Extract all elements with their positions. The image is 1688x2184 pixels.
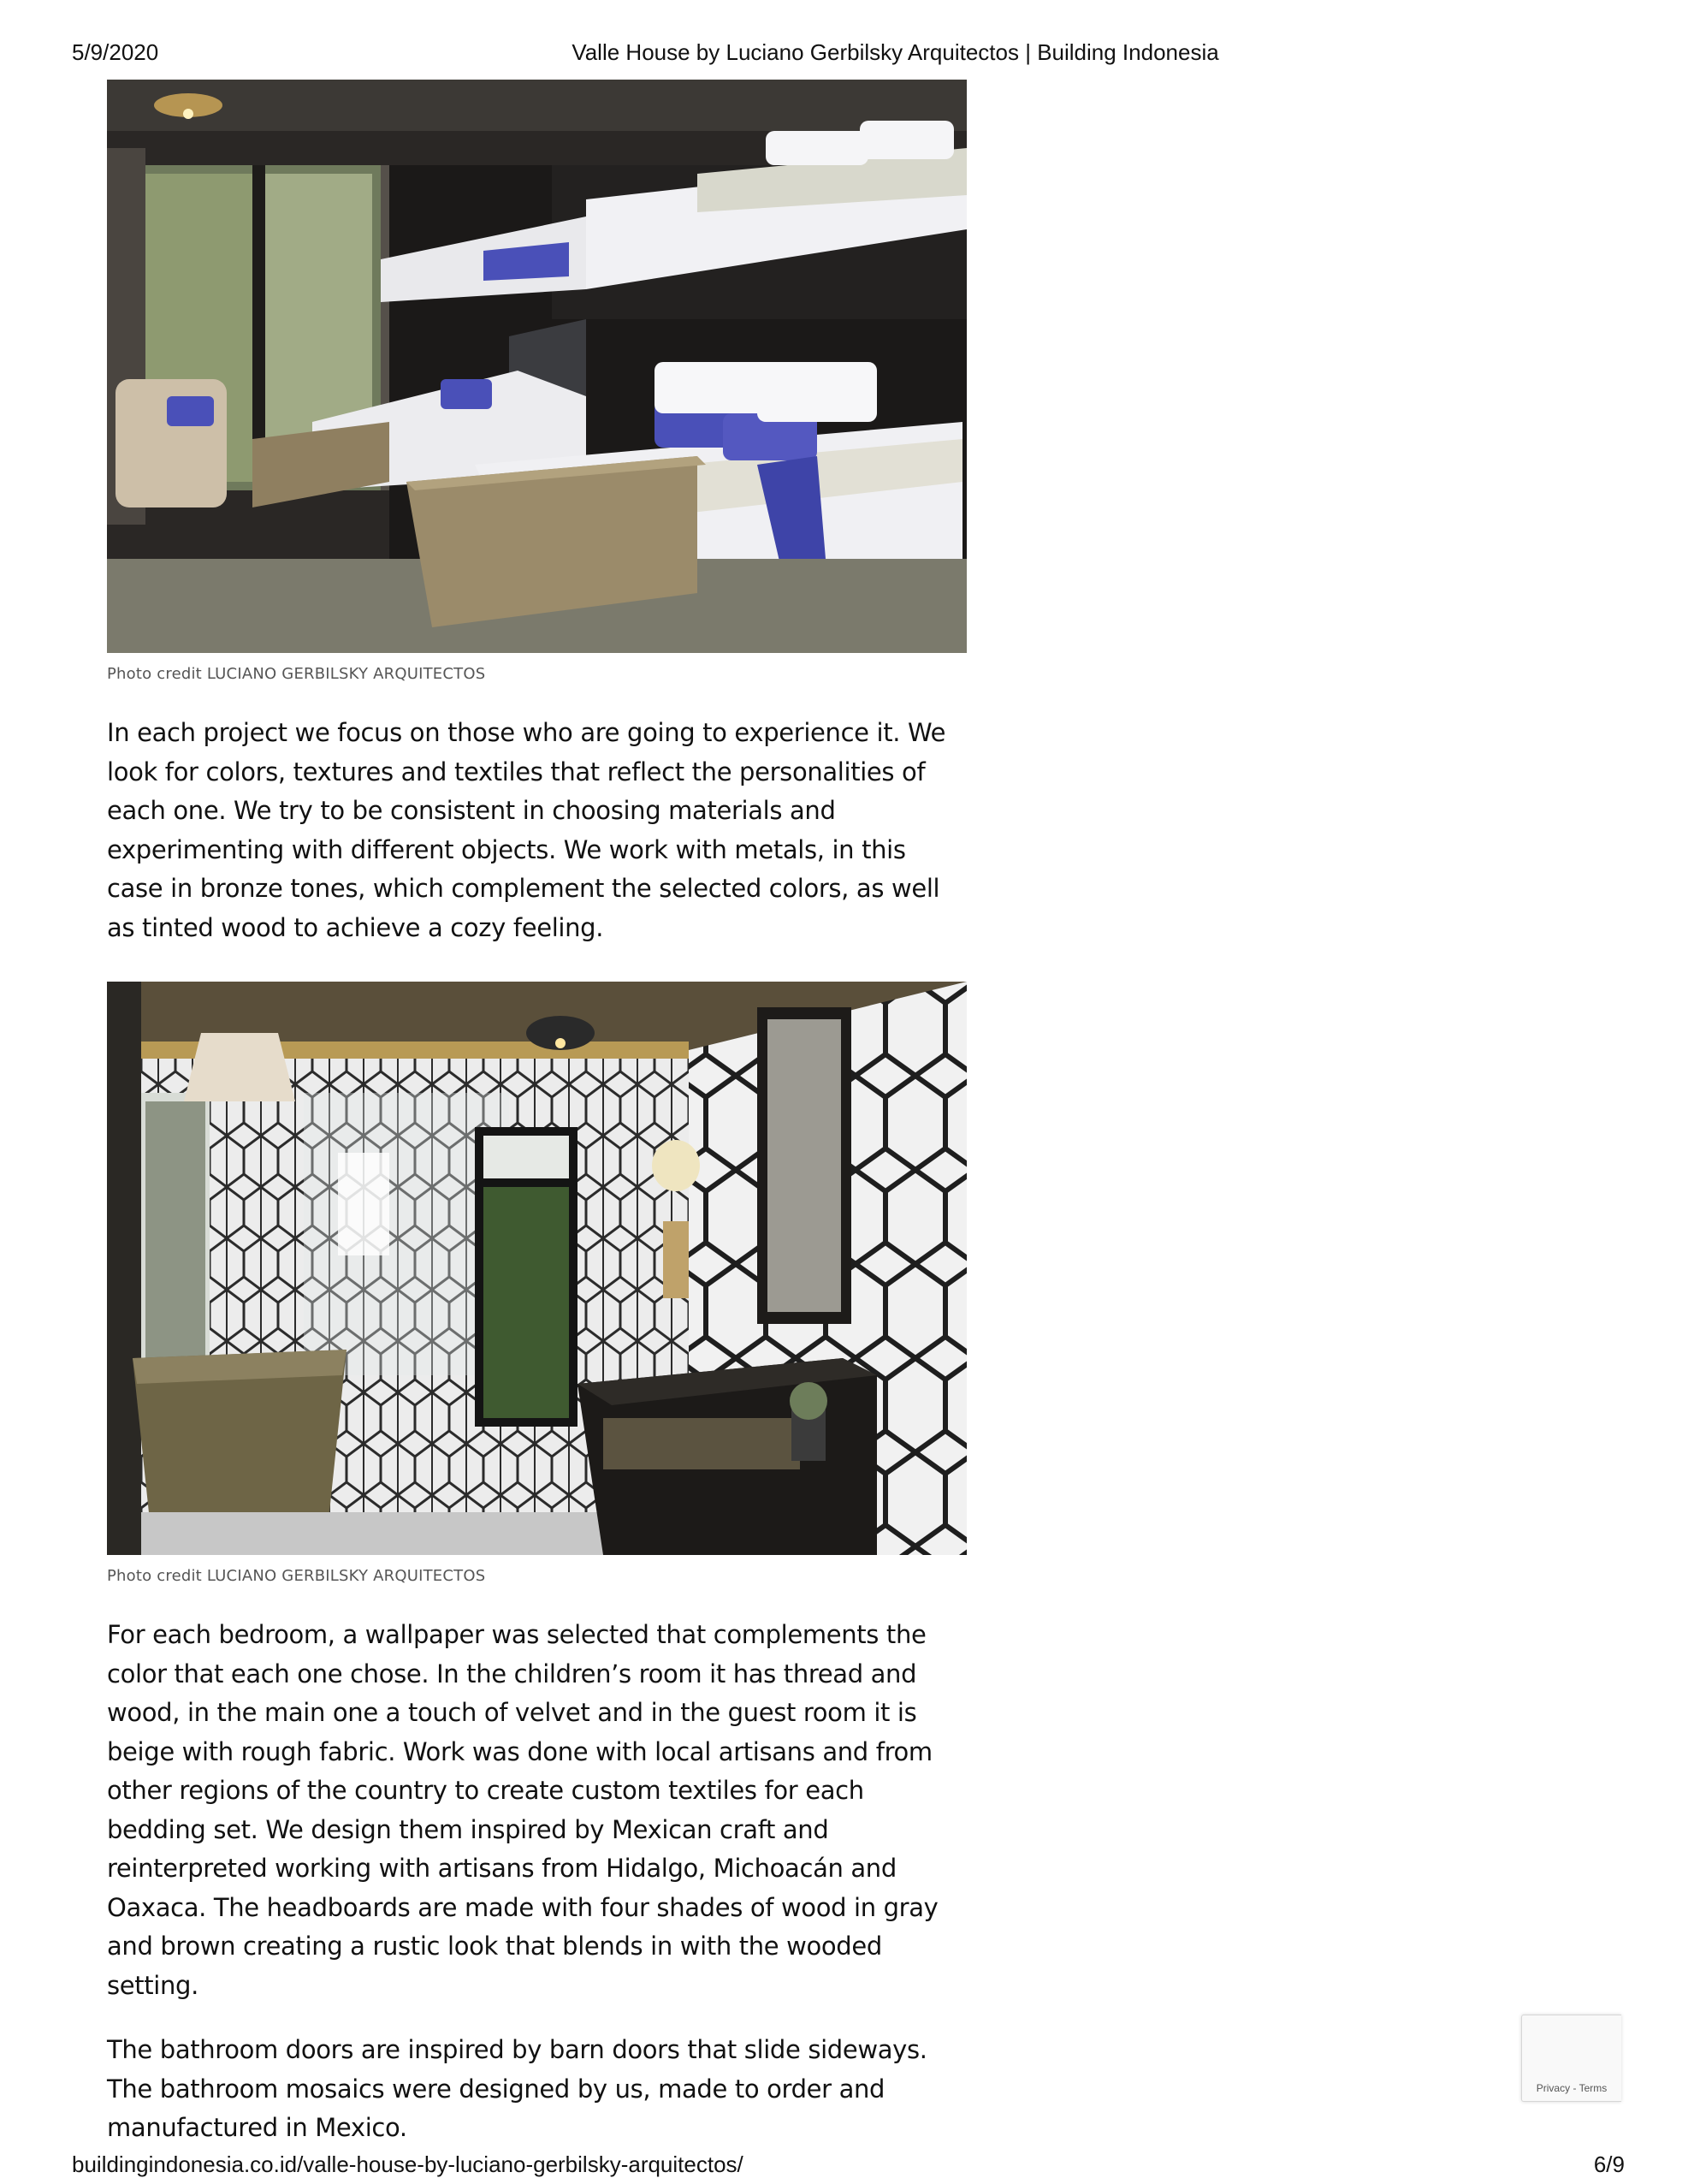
article-paragraph: In each project we focus on those who are going to experience it. We look for colors, textures and textiles that reflect the personalities of each one. We try to be consistent in choosing materials and experimenting with different objects. We work with metals, in this case in bronze tones, which complement the selected colors, as well as tinted wood to achieve a cozy feeling. [107, 718, 946, 942]
print-footer [0, 2151, 1688, 2181]
recaptcha-privacy-link[interactable]: Privacy [1536, 2082, 1571, 2094]
print-page-number: 6/9 [1593, 2151, 1625, 2177]
article-paragraph: The bathroom doors are inspired by barn doors that slide sideways. The bathroom mosaics were designed by us, made to order and manufactured in Mexico. [107, 2035, 927, 2142]
article-paragraph: For each bedroom, a wallpaper was selected that complements the color that each one chose. In the children’s room it has thread and wood, in the main one a touch of velvet and in the guest room it is beige with rough fabric. Work was done with local artisans and from other regions of the country to create custom textiles for each bedding set. We design them inspired by Mexican craft and reinterpreted working with artisans from Hidalgo, Michoacán and Oaxaca. The headboards are made with four shades of wood in gray and brown creating a rustic look that blends in with the wooded setting. [107, 1620, 939, 2000]
recaptcha-terms-link[interactable]: Terms [1578, 2082, 1608, 2094]
recaptcha-links [1522, 2082, 1621, 2094]
photo-credit-caption: Photo credit LUCIANO GERBILSKY ARQUITECTOS [107, 665, 486, 683]
recaptcha-separator: - [1570, 2082, 1579, 2094]
article-body [107, 80, 967, 2148]
print-page-title: Valle House by Luciano Gerbilsky Arquitectos | Building Indonesia [572, 39, 1219, 65]
photo-credit-caption: Photo credit LUCIANO GERBILSKY ARQUITECTOS [107, 1567, 486, 1585]
print-url: buildingindonesia.co.id/valle-house-by-luciano-gerbilsky-arquitectos/ [72, 2151, 743, 2177]
bedroom-photo-image [107, 80, 967, 653]
recaptcha-badge[interactable] [1521, 2015, 1621, 2102]
print-header [0, 39, 1688, 68]
print-date: 5/9/2020 [72, 39, 159, 65]
bathroom-photo [107, 982, 967, 1555]
bedroom-photo [107, 80, 967, 653]
bathroom-photo-image [107, 982, 967, 1555]
